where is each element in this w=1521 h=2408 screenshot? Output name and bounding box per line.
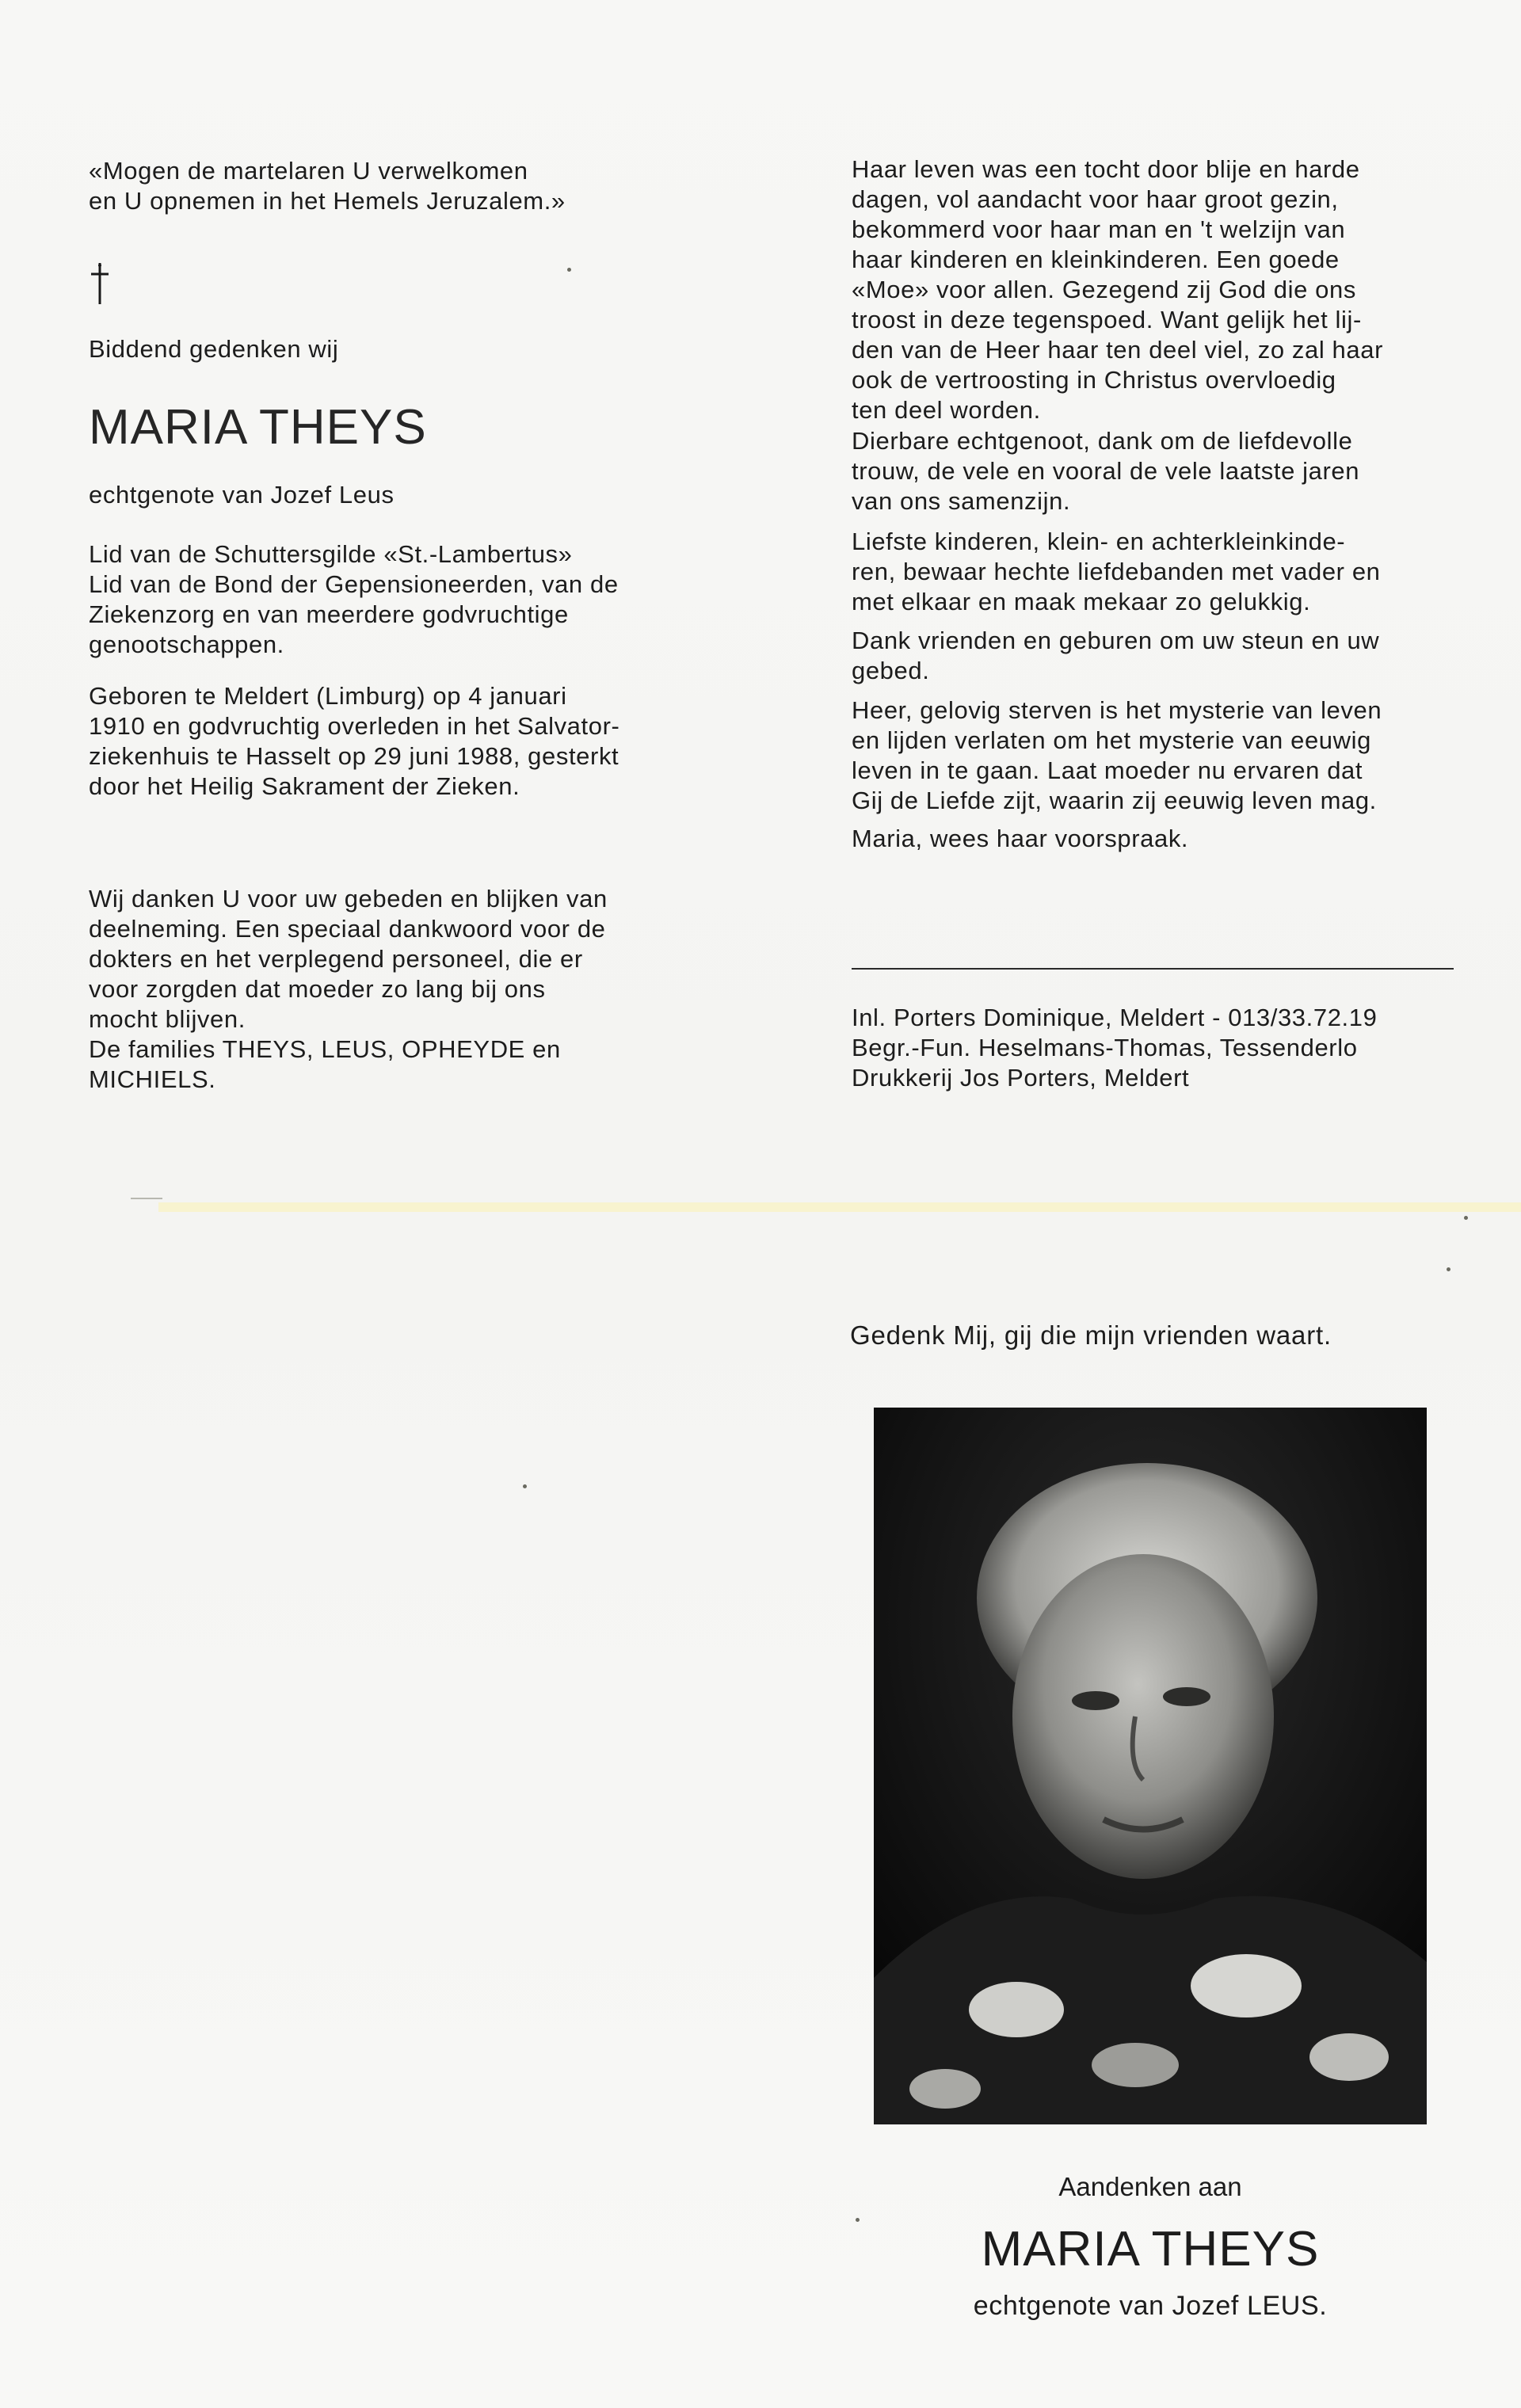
- intercession-line: Maria, wees haar voorspraak.: [852, 825, 1189, 852]
- divider-line: [852, 968, 1454, 970]
- cross-icon: [89, 261, 111, 306]
- opening-quote: «Mogen de martelaren U verwelkomen en U opnemen in het Hemels Jeruzalem.»: [89, 157, 566, 215]
- portrait-photo: [874, 1408, 1427, 2124]
- speck: [567, 268, 571, 272]
- front-spouse-line: echtgenote van Jozef LEUS.: [973, 2291, 1328, 2321]
- spouse-line: echtgenote van Jozef Leus: [89, 481, 395, 509]
- fold-line: [158, 1202, 1521, 1212]
- membership-block: Lid van de Schuttersgilde «St.-Lambertus» Lid van de Bond der Gepensioneerden, van de Ziekenzorg en van meerdere godvruchtige genootschappen.: [89, 540, 619, 658]
- speck: [1464, 1216, 1468, 1220]
- life-paragraph: Haar leven was een tocht door blije en harde dagen, vol aandacht voor haar groot gezin, bekommerd voor haar man en 't welzijn van haar kinderen en kleinkinderen. Een goede «Moe» voor allen. Gezegend zij God die ons troost in deze tegenspoed. Want gelijk het lij- den van de Heer haar ten deel viel, zo zal haar ook de vertroosting in Christus overvloedig ten deel worden.: [852, 155, 1383, 424]
- portrait-image: [874, 1408, 1427, 2124]
- speck: [856, 2218, 860, 2222]
- memorial-label: Aandenken aan: [1058, 2172, 1242, 2201]
- spouse-paragraph: Dierbare echtgenoot, dank om de liefdevolle trouw, de vele en vooral de vele laatste jaren van ons samenzijn.: [852, 427, 1360, 515]
- motto: Gedenk Mij, gij die mijn vrienden waart.: [850, 1320, 1332, 1350]
- speck: [1447, 1267, 1450, 1271]
- speck: [523, 1484, 527, 1488]
- front-name: MARIA THEYS: [981, 2222, 1320, 2277]
- prayer-paragraph: Heer, gelovig sterven is het mysterie van leven en lijden verlaten om het mysterie van eeuwig leven in te gaan. Laat moeder nu ervaren dat Gij de Liefde zijt, waarin zij eeuwig leven mag.: [852, 696, 1382, 814]
- intro-line: Biddend gedenken wij: [89, 335, 339, 363]
- biography-block: Geboren te Meldert (Limburg) op 4 januari 1910 en godvruchtig overleden in het Salvator- ziekenhuis te Hasselt op 29 juni 1988, gesterkt door het Heilig Sakrament der Zieken.: [89, 682, 620, 800]
- credits-block: Inl. Porters Dominique, Meldert - 013/33.72.19 Begr.-Fun. Heselmans-Thomas, Tessenderlo Drukkerij Jos Porters, Meldert: [852, 1004, 1378, 1092]
- fold-mark: [131, 1198, 162, 1199]
- friends-paragraph: Dank vrienden en geburen om uw steun en uw gebed.: [852, 627, 1380, 684]
- thanks-block: Wij danken U voor uw gebeden en blijken van deelneming. Een speciaal dankwoord voor de dokters en het verplegend personeel, die er voor zorgden dat moeder zo lang bij ons mocht blijven. De families THEYS, LEUS, OPHEYDE en MICHIELS.: [89, 885, 608, 1093]
- deceased-name: MARIA THEYS: [89, 400, 427, 455]
- children-paragraph: Liefste kinderen, klein- en achterkleinkinde- ren, bewaar hechte liefdebanden met vader en met elkaar en maak mekaar zo gelukkig.: [852, 528, 1381, 615]
